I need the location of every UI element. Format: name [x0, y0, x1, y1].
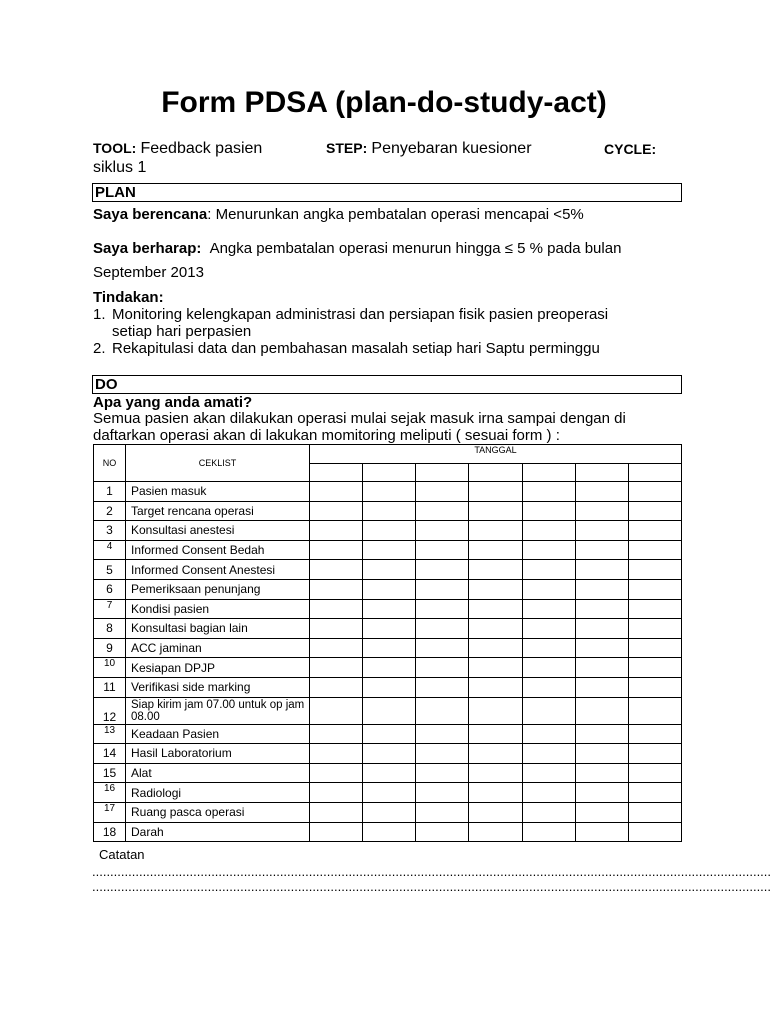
checklist-item: Pemeriksaan penunjang — [126, 579, 310, 599]
table-row — [94, 802, 682, 822]
date-cell[interactable] — [575, 658, 628, 678]
date-cell[interactable] — [363, 783, 416, 803]
date-cell[interactable] — [363, 724, 416, 744]
berencana-label: Saya berencana — [93, 206, 208, 223]
date-cell[interactable] — [469, 579, 522, 599]
date-cell[interactable] — [416, 802, 469, 822]
date-cell[interactable] — [469, 677, 522, 697]
checklist-item: Alat — [126, 763, 310, 783]
date-cell[interactable] — [310, 579, 363, 599]
date-column-header — [310, 464, 363, 482]
date-cell[interactable] — [575, 579, 628, 599]
date-cell[interactable] — [416, 744, 469, 764]
date-cell[interactable] — [363, 540, 416, 560]
date-cell[interactable] — [363, 482, 416, 502]
checklist-item: Pasien masuk — [126, 482, 310, 502]
date-cell[interactable] — [469, 697, 522, 724]
checklist-item: Konsultasi bagian lain — [126, 619, 310, 639]
date-cell[interactable] — [469, 501, 522, 521]
cycle-value: siklus 1 — [93, 159, 147, 176]
tindakan-text: setiap hari perpasien — [112, 323, 252, 340]
date-cell[interactable] — [363, 763, 416, 783]
page-title: Form PDSA (plan-do-study-act) — [161, 86, 607, 119]
date-cell[interactable] — [522, 677, 575, 697]
table-row — [94, 540, 682, 560]
date-cell[interactable] — [522, 822, 575, 842]
date-cell[interactable] — [363, 658, 416, 678]
date-cell[interactable] — [575, 540, 628, 560]
date-cell[interactable] — [628, 619, 681, 639]
date-cell[interactable] — [469, 658, 522, 678]
date-cell[interactable] — [416, 560, 469, 580]
date-cell[interactable] — [310, 783, 363, 803]
date-cell[interactable] — [522, 658, 575, 678]
checklist-item: Verifikasi side marking — [126, 677, 310, 697]
date-cell[interactable] — [522, 724, 575, 744]
date-column-header — [628, 464, 681, 482]
date-cell[interactable] — [310, 619, 363, 639]
date-cell[interactable] — [416, 677, 469, 697]
date-cell[interactable] — [628, 540, 681, 560]
date-cell[interactable] — [575, 802, 628, 822]
notes-line: ............................................................................................................................................................................................ — [92, 864, 771, 879]
date-cell[interactable] — [416, 579, 469, 599]
notes-line: ............................................................................................................................................................................................ — [92, 879, 771, 894]
date-cell[interactable] — [363, 677, 416, 697]
date-cell[interactable] — [363, 579, 416, 599]
date-column-header — [522, 464, 575, 482]
date-cell[interactable] — [575, 744, 628, 764]
date-cell[interactable] — [416, 501, 469, 521]
cycle-label: CYCLE: — [604, 141, 657, 157]
date-cell[interactable] — [469, 560, 522, 580]
row-number: 6 — [94, 579, 126, 599]
tool-label: TOOL: — [93, 140, 137, 156]
checklist-item: Informed Consent Anestesi — [126, 560, 310, 580]
date-cell[interactable] — [310, 658, 363, 678]
date-cell[interactable] — [416, 619, 469, 639]
date-cell[interactable] — [469, 802, 522, 822]
date-cell[interactable] — [628, 677, 681, 697]
checklist-item: Kesiapan DPJP — [126, 658, 310, 678]
tool-field — [93, 140, 262, 158]
row-number: 8 — [94, 619, 126, 639]
tindakan-text: Monitoring kelengkapan administrasi dan persiapan fisik pasien preoperasi — [112, 306, 609, 323]
col-no-header: NO — [94, 445, 126, 482]
table-row — [94, 501, 682, 521]
date-cell[interactable] — [363, 521, 416, 541]
date-cell[interactable] — [628, 697, 681, 724]
do-question: Apa yang anda amati? — [93, 394, 253, 411]
berencana-value: : Menurunkan angka pembatalan operasi mencapai <5% — [207, 206, 584, 223]
date-cell[interactable] — [416, 783, 469, 803]
date-cell[interactable] — [469, 599, 522, 619]
date-cell[interactable] — [416, 638, 469, 658]
date-cell[interactable] — [628, 822, 681, 842]
plan-berharap — [93, 240, 621, 257]
table-row — [94, 697, 682, 724]
date-column-header — [363, 464, 416, 482]
date-cell[interactable] — [575, 619, 628, 639]
date-cell[interactable] — [522, 619, 575, 639]
date-cell[interactable] — [310, 540, 363, 560]
date-cell[interactable] — [575, 724, 628, 744]
row-number: 17 — [94, 802, 126, 822]
date-cell[interactable] — [628, 599, 681, 619]
date-cell[interactable] — [416, 724, 469, 744]
date-cell[interactable] — [522, 763, 575, 783]
date-cell[interactable] — [310, 599, 363, 619]
date-cell[interactable] — [575, 697, 628, 724]
date-cell[interactable] — [522, 521, 575, 541]
row-number: 14 — [94, 744, 126, 764]
date-cell[interactable] — [469, 744, 522, 764]
table-row — [94, 658, 682, 678]
tindakan-label: Tindakan: — [93, 289, 164, 306]
table-row — [94, 521, 682, 541]
row-number: 9 — [94, 638, 126, 658]
date-cell[interactable] — [469, 540, 522, 560]
date-cell[interactable] — [416, 658, 469, 678]
date-cell[interactable] — [310, 677, 363, 697]
date-cell[interactable] — [363, 560, 416, 580]
table-row — [94, 744, 682, 764]
date-cell[interactable] — [522, 697, 575, 724]
date-cell[interactable] — [575, 763, 628, 783]
date-cell[interactable] — [310, 802, 363, 822]
date-cell[interactable] — [310, 763, 363, 783]
row-number: 18 — [94, 822, 126, 842]
date-cell[interactable] — [416, 822, 469, 842]
checklist-item: Kondisi pasien — [126, 599, 310, 619]
row-number: 12 — [94, 697, 126, 724]
date-cell[interactable] — [628, 501, 681, 521]
date-cell[interactable] — [628, 560, 681, 580]
date-cell[interactable] — [310, 501, 363, 521]
checklist-item: Siap kirim jam 07.00 untuk op jam 08.00 — [126, 697, 310, 724]
date-column-header — [575, 464, 628, 482]
date-cell[interactable] — [363, 599, 416, 619]
row-number: 15 — [94, 763, 126, 783]
date-cell[interactable] — [363, 501, 416, 521]
date-cell[interactable] — [522, 638, 575, 658]
table-row — [94, 560, 682, 580]
date-cell[interactable] — [628, 638, 681, 658]
checklist-item: Radiologi — [126, 783, 310, 803]
date-cell[interactable] — [469, 783, 522, 803]
date-cell[interactable] — [575, 560, 628, 580]
date-cell[interactable] — [628, 763, 681, 783]
tindakan-num: 2. — [93, 340, 106, 357]
table-row — [94, 482, 682, 502]
col-tanggal-header: TANGGAL — [310, 445, 682, 464]
date-cell[interactable] — [416, 697, 469, 724]
col-ceklist-header: CEKLIST — [126, 445, 310, 482]
date-cell[interactable] — [469, 521, 522, 541]
checklist-item: ACC jaminan — [126, 638, 310, 658]
plan-berencana — [93, 206, 584, 223]
tindakan-num: 1. — [93, 306, 106, 323]
table-row — [94, 619, 682, 639]
tindakan-text: Rekapitulasi data dan pembahasan masalah setiap hari Saptu perminggu — [112, 340, 600, 357]
do-description-line1: Semua pasien akan dilakukan operasi mulai sejak masuk irna sampai dengan di — [93, 410, 626, 427]
date-cell[interactable] — [363, 802, 416, 822]
checklist-table — [93, 444, 682, 842]
date-cell[interactable] — [310, 638, 363, 658]
step-field — [326, 140, 532, 158]
checklist-item: Keadaan Pasien — [126, 724, 310, 744]
date-column-header — [469, 464, 522, 482]
date-column-header — [416, 464, 469, 482]
date-cell[interactable] — [310, 744, 363, 764]
date-cell[interactable] — [310, 822, 363, 842]
checklist-item: Konsultasi anestesi — [126, 521, 310, 541]
date-cell[interactable] — [469, 482, 522, 502]
row-number: 3 — [94, 521, 126, 541]
date-cell[interactable] — [522, 599, 575, 619]
table-row — [94, 724, 682, 744]
checklist-item: Darah — [126, 822, 310, 842]
date-cell[interactable] — [310, 521, 363, 541]
table-row — [94, 579, 682, 599]
date-cell[interactable] — [522, 482, 575, 502]
checklist-item: Target rencana operasi — [126, 501, 310, 521]
date-cell[interactable] — [363, 744, 416, 764]
berharap-value: Angka pembatalan operasi menurun hingga ≤ 5 % pada bulan — [209, 240, 622, 257]
row-number: 5 — [94, 560, 126, 580]
date-cell[interactable] — [575, 599, 628, 619]
date-cell[interactable] — [575, 783, 628, 803]
date-cell[interactable] — [628, 658, 681, 678]
date-cell[interactable] — [522, 560, 575, 580]
date-cell[interactable] — [575, 638, 628, 658]
table-row — [94, 638, 682, 658]
date-cell[interactable] — [628, 521, 681, 541]
date-cell[interactable] — [575, 822, 628, 842]
berharap-continuation: September 2013 — [93, 264, 204, 281]
date-cell[interactable] — [628, 724, 681, 744]
date-cell[interactable] — [469, 724, 522, 744]
date-cell[interactable] — [575, 677, 628, 697]
date-cell[interactable] — [628, 783, 681, 803]
date-cell[interactable] — [310, 482, 363, 502]
checklist-item: Informed Consent Bedah — [126, 540, 310, 560]
tool-value: Feedback pasien — [140, 140, 263, 157]
step-label: STEP: — [326, 140, 368, 156]
row-number: 13 — [94, 724, 126, 744]
date-cell[interactable] — [522, 540, 575, 560]
checklist-item: Ruang pasca operasi — [126, 802, 310, 822]
checklist-item: Hasil Laboratorium — [126, 744, 310, 764]
table-row — [94, 822, 682, 842]
date-cell[interactable] — [522, 744, 575, 764]
date-cell[interactable] — [628, 802, 681, 822]
date-cell[interactable] — [522, 501, 575, 521]
step-value: Penyebaran kuesioner — [371, 140, 532, 157]
row-number: 7 — [94, 599, 126, 619]
date-cell[interactable] — [522, 802, 575, 822]
date-cell[interactable] — [310, 697, 363, 724]
date-cell[interactable] — [416, 521, 469, 541]
date-cell[interactable] — [363, 822, 416, 842]
date-cell[interactable] — [416, 482, 469, 502]
row-number: 2 — [94, 501, 126, 521]
date-cell[interactable] — [628, 482, 681, 502]
date-cell[interactable] — [575, 521, 628, 541]
row-number: 1 — [94, 482, 126, 502]
date-cell[interactable] — [628, 579, 681, 599]
row-number: 10 — [94, 658, 126, 678]
row-number: 4 — [94, 540, 126, 560]
table-row — [94, 763, 682, 783]
date-cell[interactable] — [416, 540, 469, 560]
catatan-label: Catatan — [99, 847, 145, 862]
date-cell[interactable] — [469, 822, 522, 842]
row-number: 11 — [94, 677, 126, 697]
date-cell[interactable] — [575, 482, 628, 502]
date-cell[interactable] — [363, 697, 416, 724]
table-row — [94, 599, 682, 619]
date-cell[interactable] — [469, 619, 522, 639]
date-cell[interactable] — [310, 724, 363, 744]
do-description-line2: daftarkan operasi akan di lakukan momitoring meliputi ( sesuai form ) : — [93, 427, 560, 444]
row-number: 16 — [94, 783, 126, 803]
plan-heading: PLAN — [92, 183, 682, 202]
table-row — [94, 677, 682, 697]
date-cell[interactable] — [416, 599, 469, 619]
date-cell[interactable] — [416, 763, 469, 783]
date-cell[interactable] — [469, 638, 522, 658]
berharap-label: Saya berharap: — [93, 240, 202, 257]
date-cell[interactable] — [522, 579, 575, 599]
date-cell[interactable] — [575, 501, 628, 521]
date-cell[interactable] — [469, 763, 522, 783]
date-cell[interactable] — [628, 744, 681, 764]
date-cell[interactable] — [363, 619, 416, 639]
date-cell[interactable] — [522, 783, 575, 803]
date-cell[interactable] — [363, 638, 416, 658]
date-cell[interactable] — [310, 560, 363, 580]
do-heading: DO — [92, 375, 682, 394]
table-row — [94, 783, 682, 803]
